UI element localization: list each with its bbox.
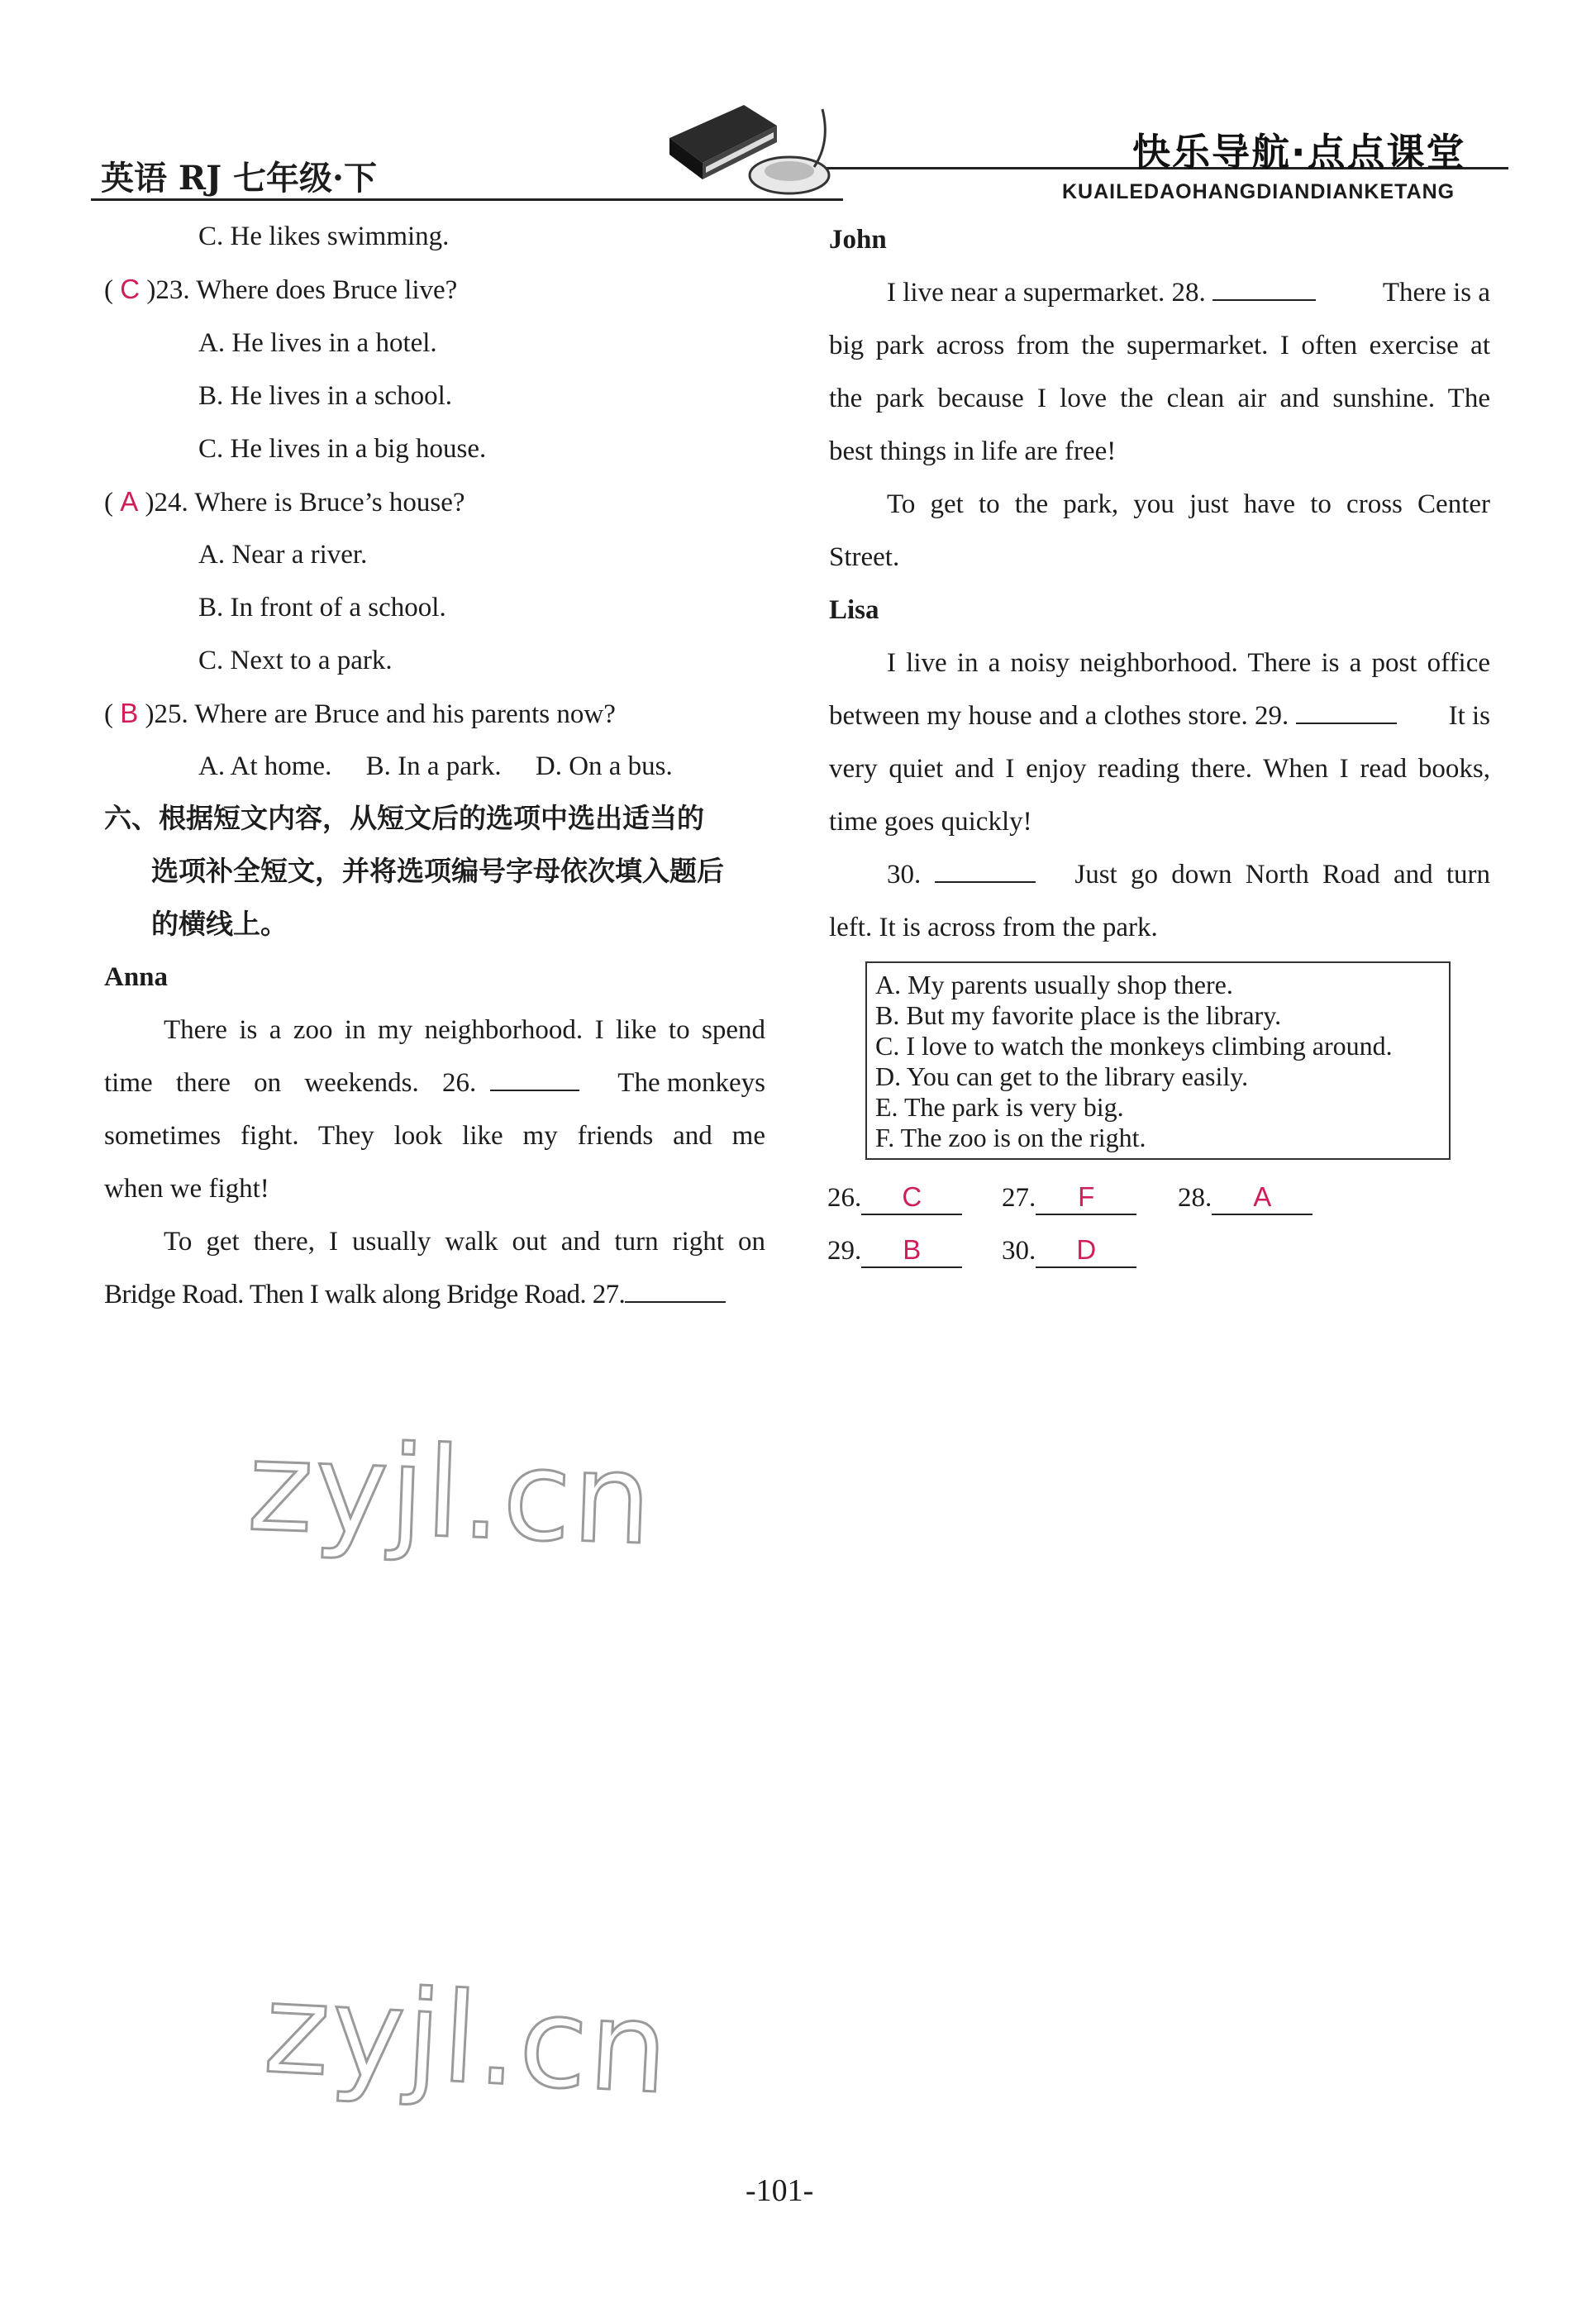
anna-line-6: Bridge Road. Then I walk along Bridge Road. 27. bbox=[104, 1278, 726, 1311]
q24-option-a: A. Near a river. bbox=[198, 540, 368, 570]
option-a: A. My parents usually shop there. bbox=[875, 970, 1233, 999]
header-right-title: 快乐导航·点点课堂 bbox=[1132, 130, 1466, 174]
anna-line-1: There is a zoo in my neighborhood. I like to spend bbox=[164, 1015, 765, 1045]
answer-29: 29. B bbox=[827, 1233, 962, 1268]
john-line-1: I live near a supermarket. 28. There is a bbox=[887, 278, 1490, 308]
q24-question: ( A )24. Where is Bruce’s house? bbox=[104, 486, 465, 518]
q23-answer: C bbox=[120, 274, 141, 304]
option-d: D. You can get to the library easily. bbox=[875, 1061, 1249, 1091]
anna-line-2: time there on weekends. 26. The monkeys bbox=[104, 1068, 765, 1098]
watermark-1: zyjl.cn bbox=[245, 1414, 655, 1573]
blank-30[interactable] bbox=[935, 881, 1036, 883]
john-line-4: best things in life are free! bbox=[829, 436, 1117, 466]
lisa-line-5: 30. Just go down North Road and turn bbox=[887, 860, 1490, 890]
q24-option-c: C. Next to a park. bbox=[198, 646, 393, 675]
header-right-subtitle: KUAILEDAOHANGDIANDIANKETANG bbox=[1062, 180, 1455, 203]
answer-28: 28. A bbox=[1178, 1181, 1313, 1215]
john-line-6: Street. bbox=[829, 542, 900, 572]
blank-29[interactable] bbox=[1296, 723, 1397, 724]
q24-answer: A bbox=[120, 486, 139, 517]
john-line-2: big park across from the supermarket. I often exercise at bbox=[829, 331, 1490, 360]
option-box bbox=[865, 961, 1451, 1160]
q23-question: ( C )23. Where does Bruce live? bbox=[104, 274, 458, 305]
anna-name: Anna bbox=[104, 962, 169, 992]
lisa-name: Lisa bbox=[829, 595, 879, 625]
blank-27[interactable] bbox=[625, 1301, 726, 1303]
lisa-line-1: I live in a noisy neighborhood. There is a post office bbox=[887, 648, 1490, 678]
q23-option-c: C. He lives in a big house. bbox=[198, 434, 487, 464]
lisa-line-4: time goes quickly! bbox=[829, 807, 1032, 837]
watermark-2: zyjl.cn bbox=[260, 1957, 674, 2122]
option-f: F. The zoo is on the right. bbox=[875, 1123, 1146, 1152]
answer-27: 27. F bbox=[1002, 1181, 1136, 1215]
answer-26: 26. C bbox=[827, 1181, 962, 1215]
blank-26[interactable] bbox=[490, 1090, 579, 1091]
q23-option-a: A. He lives in a hotel. bbox=[198, 328, 437, 358]
blank-28[interactable] bbox=[1212, 299, 1316, 301]
lisa-line-2: between my house and a clothes store. 29. It is bbox=[829, 701, 1490, 731]
lisa-line-3: very quiet and I enjoy reading there. When I read books, bbox=[829, 754, 1490, 784]
page-number: -101- bbox=[746, 2173, 814, 2208]
q24-option-b: B. In front of a school. bbox=[198, 593, 446, 622]
section6-heading-line3: 的横线上。 bbox=[151, 908, 288, 940]
anna-line-4: when we fight! bbox=[104, 1174, 269, 1204]
lisa-line-6: left. It is across from the park. bbox=[829, 913, 1158, 942]
john-line-3: the park because I love the clean air and sunshine. The bbox=[829, 384, 1490, 413]
section6-heading-line1: 六、根据短文内容，从短文后的选项中选出适当的 bbox=[104, 802, 704, 834]
book-with-mouse-icon bbox=[653, 93, 843, 204]
option-c: C. I love to watch the monkeys climbing around. bbox=[875, 1031, 1393, 1061]
q25-answer: B bbox=[120, 698, 139, 728]
section6-heading-line2: 选项补全短文，并将选项编号字母依次填入题后 bbox=[151, 855, 724, 887]
q25-options: A. At home. B. In a park. D. On a bus. bbox=[198, 751, 673, 781]
anna-line-3: sometimes fight. They look like my friends and me bbox=[104, 1121, 765, 1151]
answer-30: 30. D bbox=[1002, 1233, 1136, 1268]
q25-question: ( B )25. Where are Bruce and his parents now? bbox=[104, 698, 616, 729]
john-line-5: To get to the park, you just have to cross Center bbox=[887, 489, 1490, 519]
anna-line-5: To get there, I usually walk out and turn right on bbox=[164, 1227, 765, 1257]
option-e: E. The park is very big. bbox=[875, 1092, 1124, 1122]
john-name: John bbox=[829, 225, 887, 255]
q22-option-c: C. He likes swimming. bbox=[198, 222, 450, 251]
q23-option-b: B. He lives in a school. bbox=[198, 381, 453, 411]
header-left-title: 英语 RJ 七年级·下 bbox=[101, 159, 377, 198]
option-b: B. But my favorite place is the library. bbox=[875, 1000, 1282, 1030]
